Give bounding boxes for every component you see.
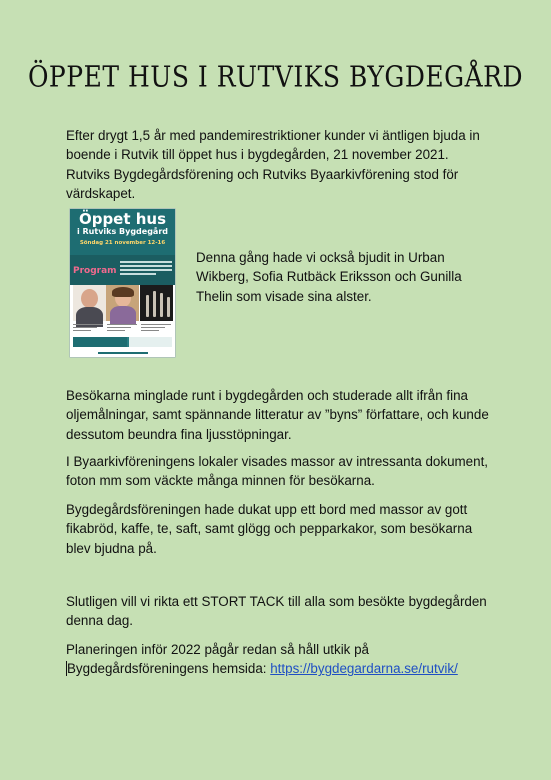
event-poster-image — [70, 209, 175, 357]
poster-photo-artist-2 — [106, 285, 139, 321]
planning-prefix: Bygdegårdsföreningens hemsida: — [67, 661, 271, 677]
refreshments-paragraph: Bygdegårdsföreningen hade dukat upp ett bord med massor av gott fikabröd, kaffe, te, saft, samt glögg och pepparkakor, som besökarna blev bjudna på. — [66, 502, 473, 556]
poster-subtitle: i Rutviks Bygdegård — [76, 227, 169, 236]
poster-program-text — [120, 259, 172, 281]
page-title: ÖPPET HUS I RUTVIKS BYGDEGÅRD — [27, 59, 524, 94]
archive-paragraph: I Byaarkivföreningens lokaler visades massor av intressanta dokument, foton mm som väckte många minnen för besökarna. — [66, 454, 489, 489]
poster-captions — [73, 322, 172, 334]
intro-paragraph: Efter drygt 1,5 år med pandemirestriktioner kunder vi äntligen bjuda in boende i Rutvik till öppet hus i bygdegården, 21 november 2021. Rutviks Bygdegårdsförening och Rutviks Byaarkivförening stod för värdskapet. — [66, 128, 480, 202]
mingle-paragraph: Besökarna minglade runt i bygdegården och studerade allt ifrån fina oljemålningar, samt spännande litteratur av ”byns” författare, och kunde dessutom beundra fina ljusstöpningar. — [66, 388, 489, 442]
invited-artists-paragraph: Denna gång hade vi också bjudit in Urban Wikberg, Sofia Rutbäck Eriksson och Gunilla Thelin som visade sina alster. — [196, 250, 462, 304]
planning-line-1: Planeringen inför 2022 pågår redan så håll utkik på — [66, 642, 369, 657]
poster-photo-artist-1 — [73, 285, 106, 321]
planning-paragraph — [66, 640, 496, 679]
website-link[interactable]: https://bygdegardarna.se/rutvik/ — [270, 661, 458, 677]
poster-program-label: Program — [73, 266, 117, 276]
poster-title: Öppet hus — [78, 210, 167, 228]
poster-footer — [70, 349, 175, 357]
poster-date: Söndag 21 november 12-16 — [79, 240, 166, 246]
thanks-paragraph: Slutligen vill vi rikta ett STORT TACK till alla som besökte bygdegården denna dag. — [66, 594, 487, 629]
poster-photo-candles — [140, 285, 173, 321]
poster-info-bar — [73, 337, 172, 347]
